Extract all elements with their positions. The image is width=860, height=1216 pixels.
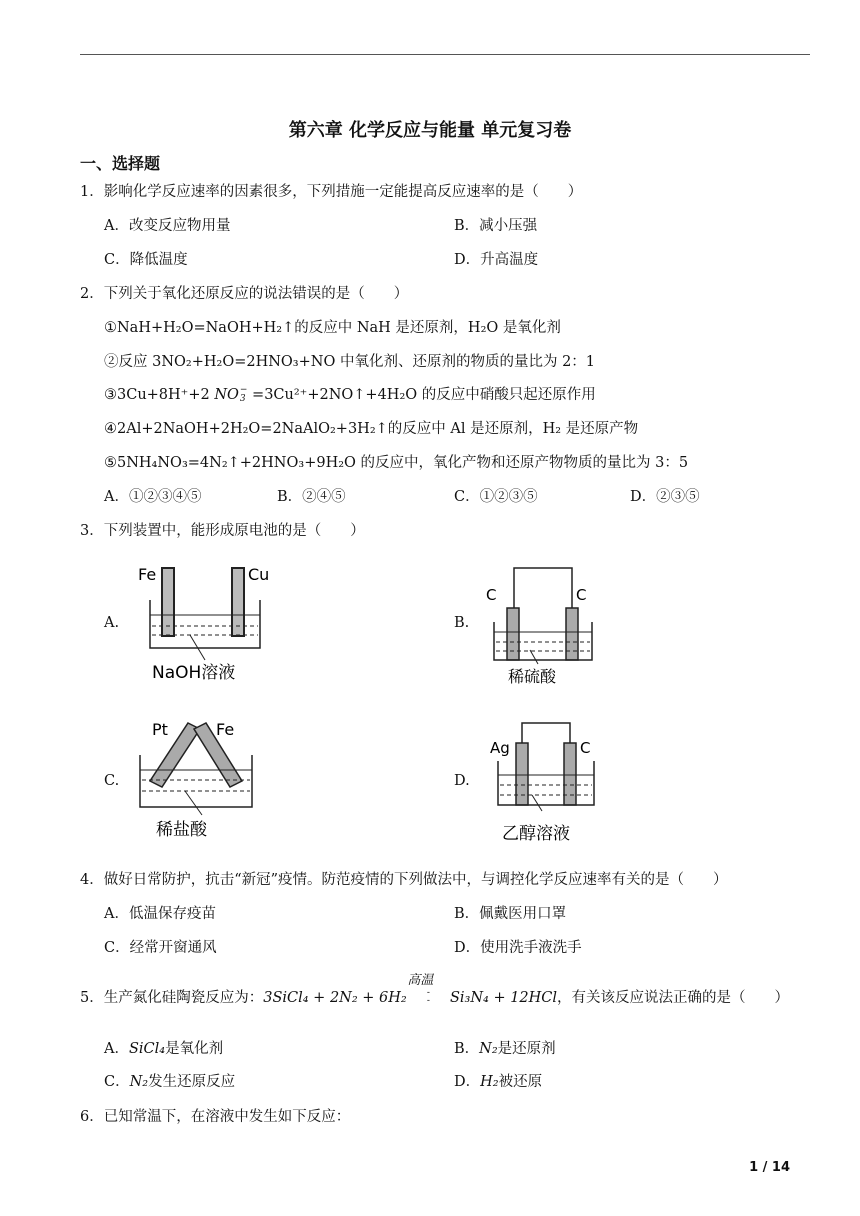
q4-option-c: C．经常开窗通风 [104, 940, 217, 956]
figure-d-cell [480, 715, 610, 850]
fig-a-right-label: Cu [248, 565, 270, 584]
q4-option-b: B．佩戴医用口罩 [454, 906, 567, 922]
page-number: 1 / 14 [749, 1160, 790, 1175]
q3-option-b: B. [454, 615, 470, 631]
question-1-stem: 1．影响化学反应速率的因素很多，下列措施一定能提高反应速率的是（ ） [80, 184, 583, 200]
q5-eq-left: 3SiCl₄ + 2N₂ + 6H₂ [263, 990, 407, 1006]
question-6-stem: 6．已知常温下，在溶液中发生如下反应： [80, 1109, 351, 1125]
question-2-stem: 2．下列关于氧化还原反应的说法错误的是（ ） [80, 286, 409, 302]
q5-stem-post: ，有关该反应说法正确的是（ ） [557, 990, 790, 1006]
section-heading: 一、选择题 [80, 154, 161, 173]
q5-b-label: B． [454, 1041, 480, 1057]
q1-option-d: D．升高温度 [454, 252, 539, 268]
fig-c-right-label: Fe [216, 720, 235, 739]
q2-option-a: A．①②③④⑤ [104, 489, 202, 505]
q1-option-a: A．改变反应物用量 [104, 218, 231, 234]
q5-a-symbol: SiCl₄ [128, 1041, 166, 1057]
fig-c-solution: 稀盐酸 [156, 820, 207, 840]
fig-b-left-label: C [486, 586, 497, 604]
question-3-stem: 3．下列装置中，能形成原电池的是（ ） [80, 523, 365, 539]
q5-condition-arrow: 高温 - - [411, 989, 445, 1007]
nitrate-symbol: NO [214, 387, 239, 403]
q3-option-d: D. [454, 773, 470, 789]
q5-stem-pre: 5．生产氮化硅陶瓷反应为： [80, 990, 264, 1006]
nitrate-charge: − 3 [239, 385, 248, 404]
fig-d-solution: 乙醇溶液 [502, 824, 570, 844]
fig-c-left-label: Pt [152, 720, 168, 739]
q2-option-c: C．①②③⑤ [454, 489, 538, 505]
q5-b-symbol: N₂ [479, 1041, 498, 1057]
q2-s3-pre: ③3Cu+8H⁺+2 [104, 387, 215, 403]
q5-c-label: C． [104, 1074, 130, 1090]
q2-option-d: D．②③⑤ [630, 489, 700, 505]
q5-c-symbol: N₂ [129, 1074, 149, 1090]
q2-statement-5: ⑤5NH₄NO₃=4N₂↑+2HNO₃+9H₂O 的反应中，氧化产物和还原产物物质的量比为 3：5 [104, 455, 689, 471]
q2-statement-3 [104, 383, 596, 404]
q3-option-a: A. [104, 615, 120, 631]
q2-option-b: B．②④⑤ [277, 489, 346, 505]
fig-d-right-label: C [580, 739, 591, 757]
q5-a-text: 是氧化剂 [165, 1041, 224, 1057]
q5-c-text: 发生还原反应 [148, 1074, 236, 1090]
question-4-stem: 4．做好日常防护，抗击“新冠”疫情。防范疫情的下列做法中，与调控化学反应速率有关的是（ ） [80, 872, 728, 888]
q4-option-d: D．使用洗手液洗手 [454, 940, 582, 956]
figure-b-cell [480, 560, 610, 690]
fig-a-left-label: Fe [138, 565, 157, 584]
q5-d-text: 被还原 [498, 1074, 543, 1090]
q5-option-d [454, 1070, 542, 1091]
q3-option-c: C. [104, 773, 120, 789]
q4-option-a: A．低温保存疫苗 [104, 906, 216, 922]
q5-option-b [454, 1037, 556, 1058]
page-title: 第六章 化学反应与能量 单元复习卷 [288, 120, 572, 141]
q5-option-c [104, 1070, 235, 1091]
q5-b-text: 是还原剂 [497, 1041, 556, 1057]
q5-d-label: D． [454, 1074, 481, 1090]
q5-d-symbol: H₂ [480, 1074, 499, 1090]
question-5-stem [80, 973, 790, 1007]
q5-a-label: A． [104, 1041, 129, 1057]
figure-c-cell [130, 715, 270, 845]
nitrate-ion [214, 387, 247, 403]
figure-a-cell [130, 560, 280, 690]
fig-b-solution: 稀硫酸 [508, 667, 557, 686]
fig-a-solution: NaOH溶液 [152, 663, 236, 683]
q1-option-b: B．减小压强 [454, 218, 538, 234]
q2-statement-1: ①NaH+H₂O=NaOH+H₂↑的反应中 NaH 是还原剂，H₂O 是氧化剂 [104, 320, 561, 336]
q5-condition: 高温 [407, 973, 434, 988]
header-rule [80, 54, 810, 55]
fig-b-right-label: C [576, 586, 587, 604]
q5-eq-right: Si₃N₄ + 12HCl [449, 990, 558, 1006]
q1-option-c: C．降低温度 [104, 252, 188, 268]
q2-statement-2: ②反应 3NO₂+H₂O=2HNO₃+NO 中氧化剂、还原剂的物质的量比为 2：1 [104, 354, 596, 370]
fig-d-left-label: Ag [490, 739, 510, 757]
q2-s3-post: =3Cu²⁺+2NO↑+4H₂O 的反应中硝酸只起还原作用 [247, 387, 596, 403]
q5-option-a [104, 1037, 223, 1058]
q2-statement-4: ④2Al+2NaOH+2H₂O=2NaAlO₂+3H₂↑的反应中 Al 是还原剂，H₂ 是还原产物 [104, 421, 639, 437]
